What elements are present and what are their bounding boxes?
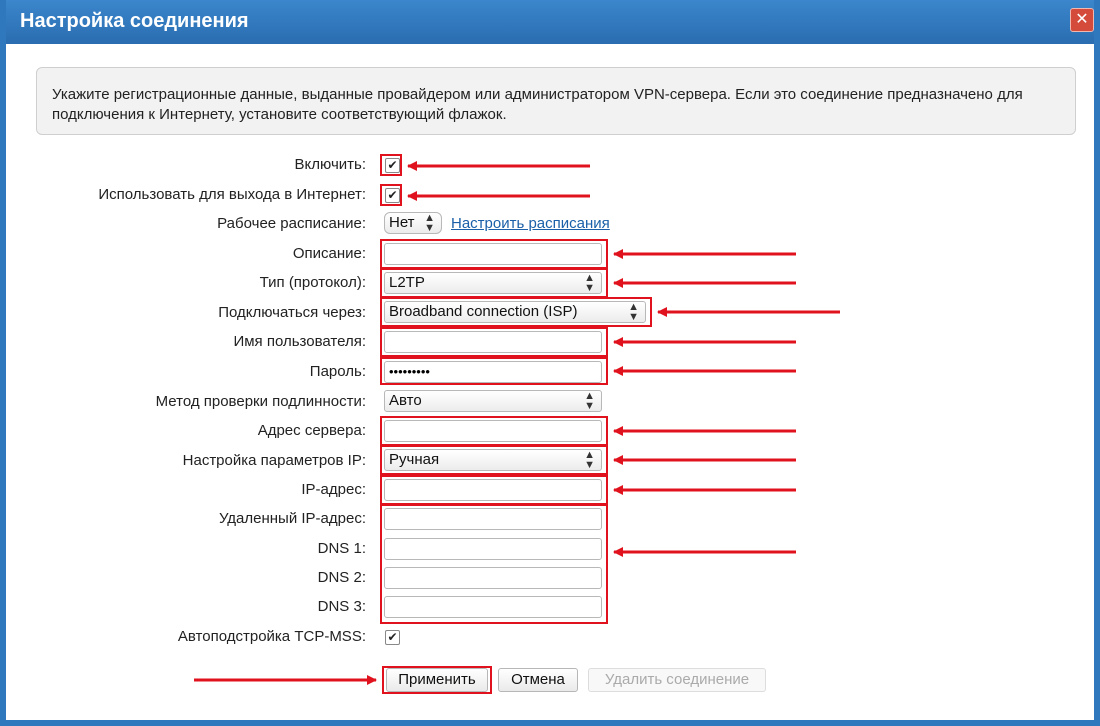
server-label: Адрес сервера:: [257, 422, 366, 439]
tcp-mss-checkbox[interactable]: ✔: [385, 630, 400, 645]
cancel-button[interactable]: Отмена: [498, 668, 578, 692]
updown-arrows-icon: ▲ ▼: [584, 272, 595, 294]
connect-via-label: Подключаться через:: [218, 304, 366, 321]
enable-label: Включить:: [294, 156, 366, 173]
username-label: Имя пользователя:: [233, 333, 366, 350]
protocol-label: Тип (протокол):: [259, 274, 366, 291]
updown-arrows-icon: ▲ ▼: [424, 212, 435, 234]
tcp-mss-label: Автоподстройка TCP-MSS:: [177, 628, 366, 645]
dns3-label: DNS 3:: [317, 598, 366, 615]
protocol-value: L2TP: [389, 274, 425, 291]
delete-connection-button[interactable]: Удалить соединение: [588, 668, 766, 692]
schedule-value: Нет: [389, 214, 415, 231]
close-icon[interactable]: ✕: [1070, 8, 1094, 32]
description-label: Описание:: [292, 245, 366, 262]
ip-address-label: IP-адрес:: [301, 481, 366, 498]
ip-settings-label: Настройка параметров IP:: [182, 452, 366, 469]
updown-arrows-icon: ▲ ▼: [584, 449, 595, 471]
ip-settings-value: Ручная: [389, 451, 440, 468]
annotation-arrows: [6, 0, 1094, 726]
auth-method-label: Метод проверки подлинности:: [155, 393, 366, 410]
configure-schedules-link[interactable]: Настроить расписания: [451, 215, 610, 232]
updown-arrows-icon: ▲ ▼: [584, 390, 595, 412]
remote-ip-label: Удаленный IP-адрес:: [218, 510, 366, 527]
dns2-label: DNS 2:: [317, 569, 366, 586]
password-input[interactable]: •••••••••: [384, 361, 602, 383]
use-internet-checkbox[interactable]: ✔: [385, 188, 400, 203]
dns1-label: DNS 1:: [317, 540, 366, 557]
connect-via-value: Broadband connection (ISP): [389, 303, 578, 320]
apply-button[interactable]: Применить: [386, 668, 488, 692]
updown-arrows-icon: ▲ ▼: [628, 301, 639, 323]
auth-method-value: Авто: [389, 392, 422, 409]
password-label: Пароль:: [309, 363, 366, 380]
info-message: Укажите регистрационные данные, выданные провайдером или администратором VPN-сервера. Если это соединение предназначено для подключения к Интернету, установите соответствующий флажок.: [36, 67, 1076, 135]
enable-checkbox[interactable]: ✔: [385, 158, 400, 173]
schedule-label: Рабочее расписание:: [217, 215, 366, 232]
use-internet-label: Использовать для выхода в Интернет:: [98, 186, 366, 203]
dialog-title: Настройка соединения: [20, 10, 249, 32]
